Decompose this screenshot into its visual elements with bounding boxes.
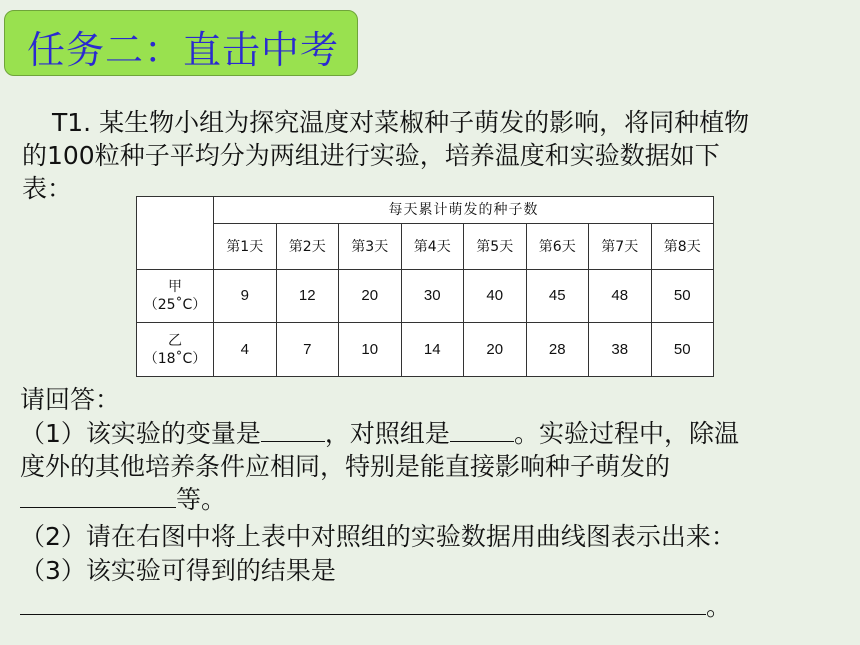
group-temperature: （25˚C） [143,297,207,313]
day-header: 第5天 [464,224,527,270]
table-cell: 50 [651,270,714,323]
page-title: 任务二：直击中考 [27,28,340,72]
answer-prompt: 请回答： [20,385,121,414]
table-corner-cell [137,197,214,270]
group-label: 甲 [168,279,182,295]
table-cell: 38 [589,323,652,377]
q1-text-a: （1）该实验的变量是 [20,419,261,448]
question-line-3: 表： [22,174,73,203]
table-cell: 28 [526,323,589,377]
table-cell: 10 [339,323,402,377]
group-label-cell [137,323,214,377]
day-header: 第7天 [589,224,652,270]
table-cell: 50 [651,323,714,377]
q1-text-end: 等。 [176,485,227,514]
group-label: 乙 [168,332,182,349]
answer-q3-line-2 [20,590,731,623]
day-header: 第1天 [214,224,277,270]
answer-q3: （3）该实验可得到的结果是 [20,556,336,585]
table-cell: 4 [214,323,277,377]
table-cell: 7 [276,323,339,377]
germination-table [136,196,714,377]
answer-q1-line [20,417,739,450]
day-header: 第8天 [651,224,714,270]
group-temperature: （18˚C） [143,350,207,367]
answer-blank-variable[interactable] [261,417,325,442]
day-header: 第3天 [339,224,402,270]
table-cell: 20 [339,270,402,323]
table-cell: 12 [276,270,339,323]
answer-blank-result[interactable] [20,590,706,615]
table-cell: 45 [526,270,589,323]
answer-q1-line-2: 度外的其他培养条件应相同，特别是能直接影响种子萌发的 [20,452,671,481]
q1-text-c: 。实验过程中，除温 [513,419,739,448]
answer-q1-line-3 [20,483,226,516]
table-cell: 48 [589,270,652,323]
table-cell: 40 [464,270,527,323]
table-cell: 14 [401,323,464,377]
day-header: 第2天 [276,224,339,270]
group-label-cell [137,270,214,323]
table-row [137,270,714,323]
day-header: 第4天 [401,224,464,270]
table-row [137,323,714,377]
q3-text-end: 。 [706,592,732,621]
table-cell: 30 [401,270,464,323]
q1-text-b: ，对照组是 [324,419,450,448]
question-line-2: 的100粒种子平均分为两组进行实验，培养温度和实验数据如下 [22,141,720,170]
question-line-1: T1. 某生物小组为探究温度对菜椒种子萌发的影响，将同种植物 [52,108,750,137]
table-header: 每天累计萌发的种子数 [214,197,714,224]
answer-q2: （2）请在右图中将上表中对照组的实验数据用曲线图表示出来： [20,522,736,551]
day-header: 第6天 [526,224,589,270]
answer-blank-conditions[interactable] [20,483,176,508]
title-banner [4,10,358,76]
table-cell: 20 [464,323,527,377]
table-cell: 9 [214,270,277,323]
answer-blank-control-group[interactable] [450,417,514,442]
